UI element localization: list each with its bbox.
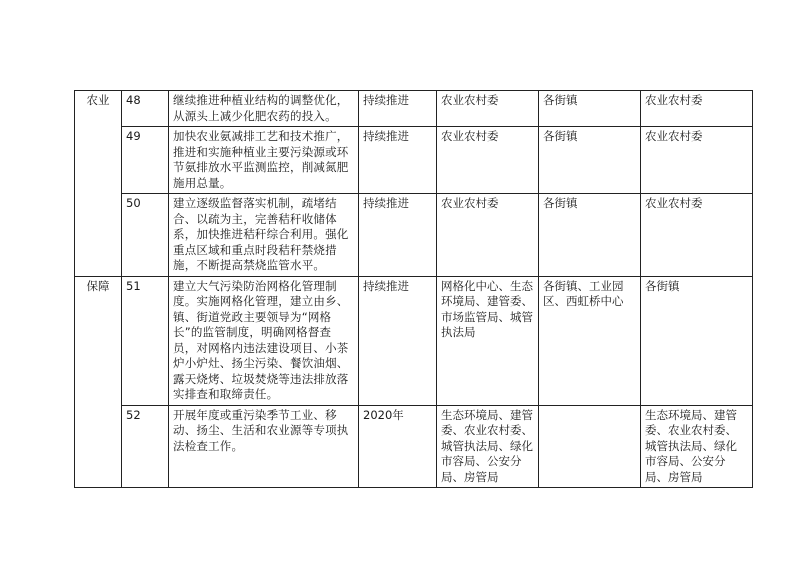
lead-department-cell: 农业农村委	[437, 194, 539, 277]
table-row	[75, 127, 753, 194]
measure-content: 加快农业氨减排工艺和技术推广，推进和实施种植业主要污染源或环节氨排放水平监测监控，削减氮肥施用总量。	[169, 127, 359, 194]
lead-department-cell: 生态环境局、建管委、农业农村委、城管执法局、绿化市容局、公安分局、房管局	[437, 405, 539, 488]
timeline-cell: 持续推进	[359, 127, 437, 194]
towns-cell: 各街镇	[539, 91, 641, 127]
measure-content: 建立逐级监督落实机制，疏堵结合、以疏为主，完善秸秆收储体系，加快推进秸秆综合利用。强化重点区域和重点时段秸秆禁烧措施，不断提高禁烧监管水平。	[169, 194, 359, 277]
towns-cell	[539, 405, 641, 488]
table-row	[75, 91, 753, 127]
lead-department-cell: 农业农村委	[437, 91, 539, 127]
district-cell: 农业农村委	[641, 91, 753, 127]
category-cell: 保障	[75, 276, 122, 488]
measure-content: 继续推进种植业结构的调整优化，从源头上减少化肥农药的投入。	[169, 91, 359, 127]
row-number: 50	[122, 194, 169, 277]
table-row	[75, 405, 753, 488]
timeline-cell: 2020年	[359, 405, 437, 488]
table-row	[75, 194, 753, 277]
district-cell: 各街镇	[641, 276, 753, 405]
category-cell: 农业	[75, 91, 122, 277]
towns-cell: 各街镇、工业园区、西虹桥中心	[539, 276, 641, 405]
lead-department-cell: 农业农村委	[437, 127, 539, 194]
district-cell: 生态环境局、建管委、农业农村委、城管执法局、绿化市容局、公安分局、房管局	[641, 405, 753, 488]
measure-content: 开展年度或重污染季节工业、移动、扬尘、生活和农业源等专项执法检查工作。	[169, 405, 359, 488]
district-cell: 农业农村委	[641, 127, 753, 194]
row-number: 52	[122, 405, 169, 488]
timeline-cell: 持续推进	[359, 276, 437, 405]
measures-table	[74, 90, 753, 488]
district-cell: 农业农村委	[641, 194, 753, 277]
lead-department-cell: 网格化中心、生态环境局、建管委、市场监管局、城管执法局	[437, 276, 539, 405]
row-number: 51	[122, 276, 169, 405]
timeline-cell: 持续推进	[359, 91, 437, 127]
table-row	[75, 276, 753, 405]
towns-cell: 各街镇	[539, 127, 641, 194]
row-number: 49	[122, 127, 169, 194]
measure-content: 建立大气污染防治网格化管理制度。实施网格化管理，建立由乡、镇、街道党政主要领导为“网格长”的监管制度，明确网格督查员，对网格内违法建设项目、小茶炉小炉灶、扬尘污染、餐饮油烟、露天烧烤、垃圾焚烧等违法排放落实排查和取缔责任。	[169, 276, 359, 405]
row-number: 48	[122, 91, 169, 127]
timeline-cell: 持续推进	[359, 194, 437, 277]
towns-cell: 各街镇	[539, 194, 641, 277]
